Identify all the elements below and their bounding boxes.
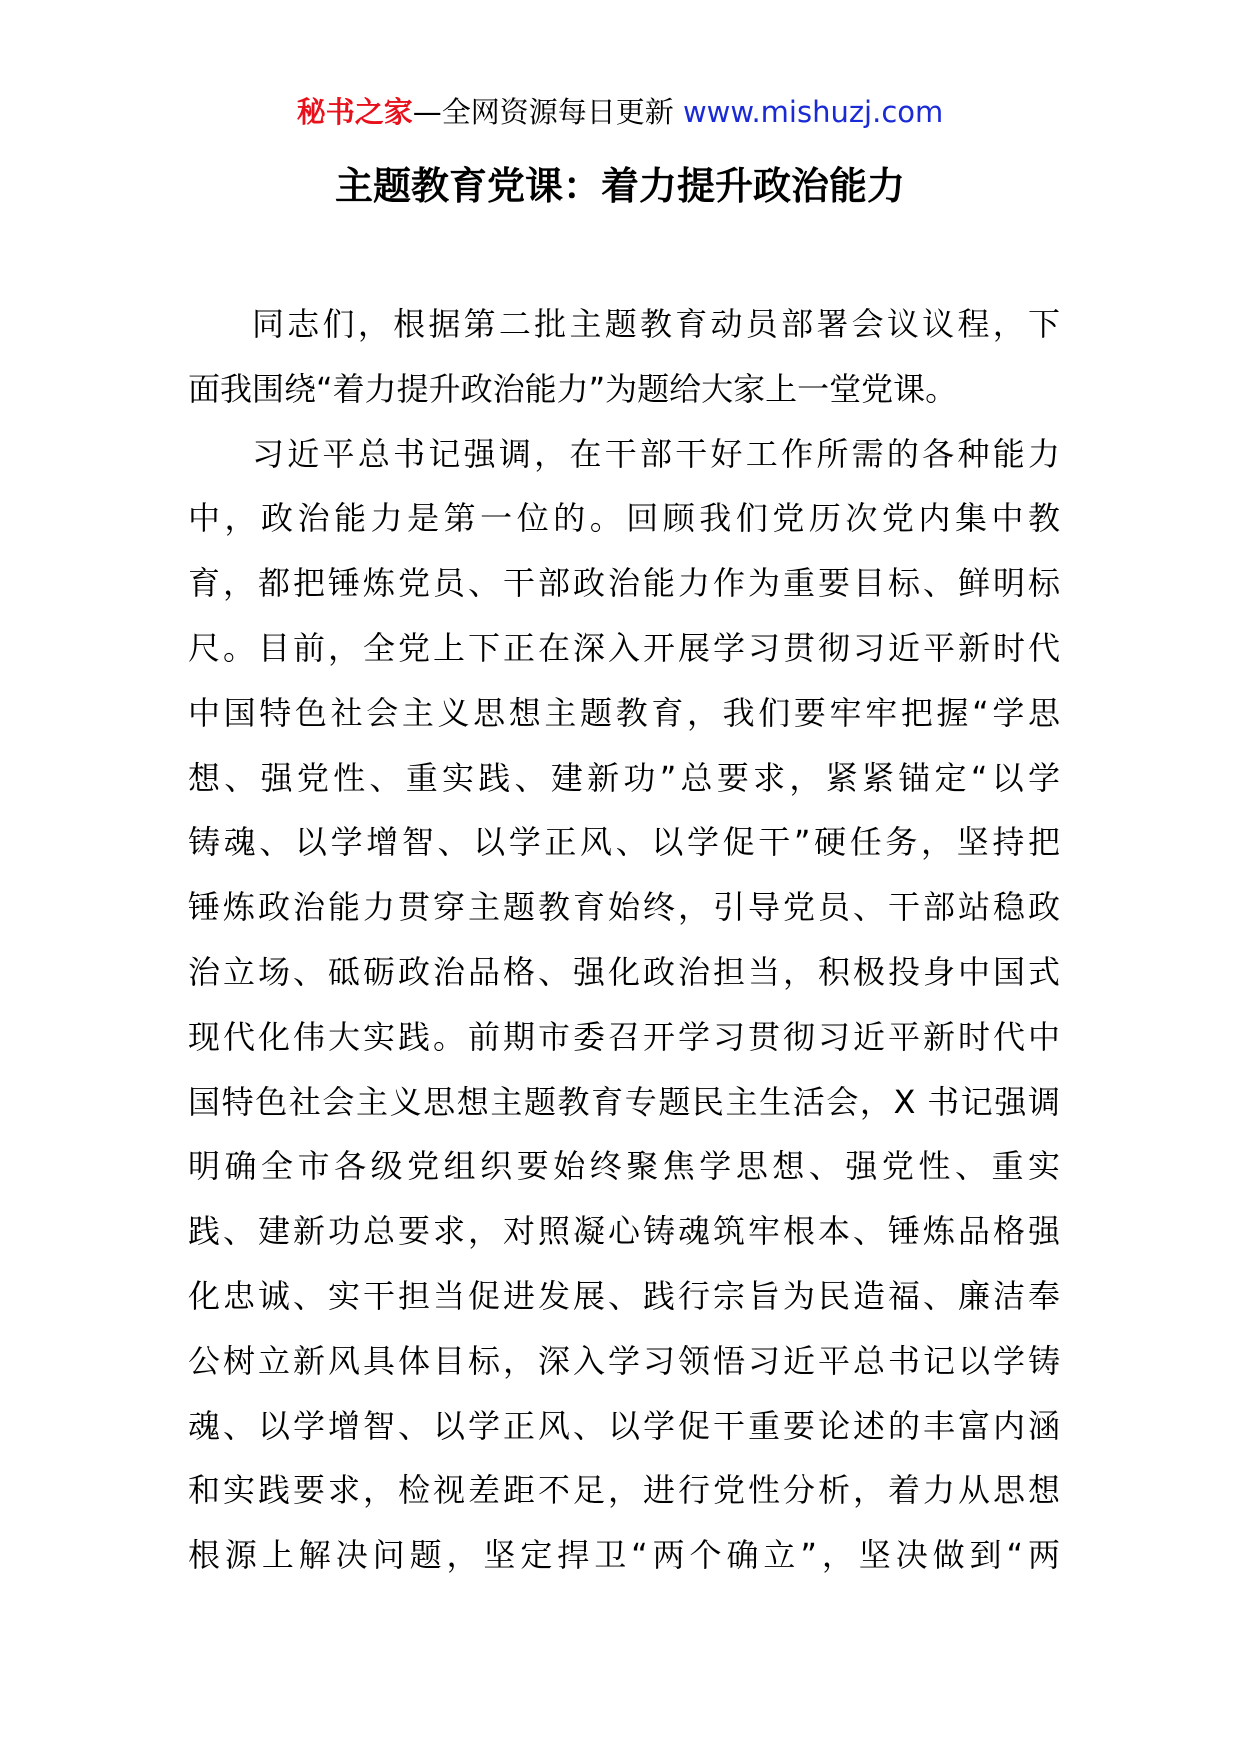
document-body (188, 292, 1060, 1588)
text-line: 铸魂、以学增智、以学正风、以学促干”硬任务，坚持把 (188, 823, 1060, 862)
text-line: 现代化伟大实践。前期市委召开学习贯彻习近平新时代中 (188, 1017, 1060, 1056)
header-tagline: —全网资源每日更新 (412, 95, 674, 129)
text-line: 锤炼政治能力贯穿主题教育始终，引导党员、干部站稳政 (188, 888, 1060, 927)
site-url-link[interactable]: www.mishuzj.com (682, 95, 944, 129)
text-line: 魂、以学增智、以学正风、以学促干重要论述的丰富内涵 (188, 1406, 1060, 1445)
paragraph (188, 422, 1060, 1588)
text-line: 公树立新风具体目标，深入学习领悟习近平总书记以学铸 (188, 1341, 1060, 1380)
text-line: 中国特色社会主义思想主题教育，我们要牢牢把握“学思 (188, 693, 1060, 732)
text-line: 化忠诚、实干担当促进发展、践行宗旨为民造福、廉洁奉 (188, 1276, 1060, 1315)
document-title: 主题教育党课：着力提升政治能力 (334, 164, 905, 208)
text-line: 面我围绕“着力提升政治能力”为题给大家上一堂党课。 (188, 369, 958, 408)
paragraph (188, 292, 1060, 422)
text-line: 践、建新功总要求，对照凝心铸魂筑牢根本、锤炼品格强 (188, 1212, 1060, 1251)
text-line: 明确全市各级党组织要始终聚焦学思想、强党性、重实 (188, 1147, 1060, 1186)
text-line: 根源上解决问题，坚定捍卫“两个确立”，坚决做到“两 (188, 1536, 1060, 1575)
site-header (0, 92, 1240, 132)
text-line: 治立场、砥砺政治品格、强化政治担当，积极投身中国式 (188, 952, 1060, 991)
brand-name: 秘书之家 (296, 95, 413, 129)
text-line: 想、强党性、重实践、建新功”总要求，紧紧锚定“以学 (188, 758, 1060, 797)
text-line: 和实践要求，检视差距不足，进行党性分析，着力从思想 (188, 1471, 1060, 1510)
text-line: 育，都把锤炼党员、干部政治能力作为重要目标、鲜明标 (188, 564, 1060, 603)
text-line: 习近平总书记强调，在干部干好工作所需的各种能力 (252, 434, 1060, 473)
text-line: 同志们，根据第二批主题教育动员部署会议议程，下 (252, 305, 1060, 343)
text-line: 中，政治能力是第一位的。回顾我们党历次党内集中教 (188, 499, 1060, 538)
text-line: 国特色社会主义思想主题教育专题民主生活会，X 书记强调 (188, 1082, 1060, 1121)
text-line: 尺。目前，全党上下正在深入开展学习贯彻习近平新时代 (188, 628, 1060, 667)
